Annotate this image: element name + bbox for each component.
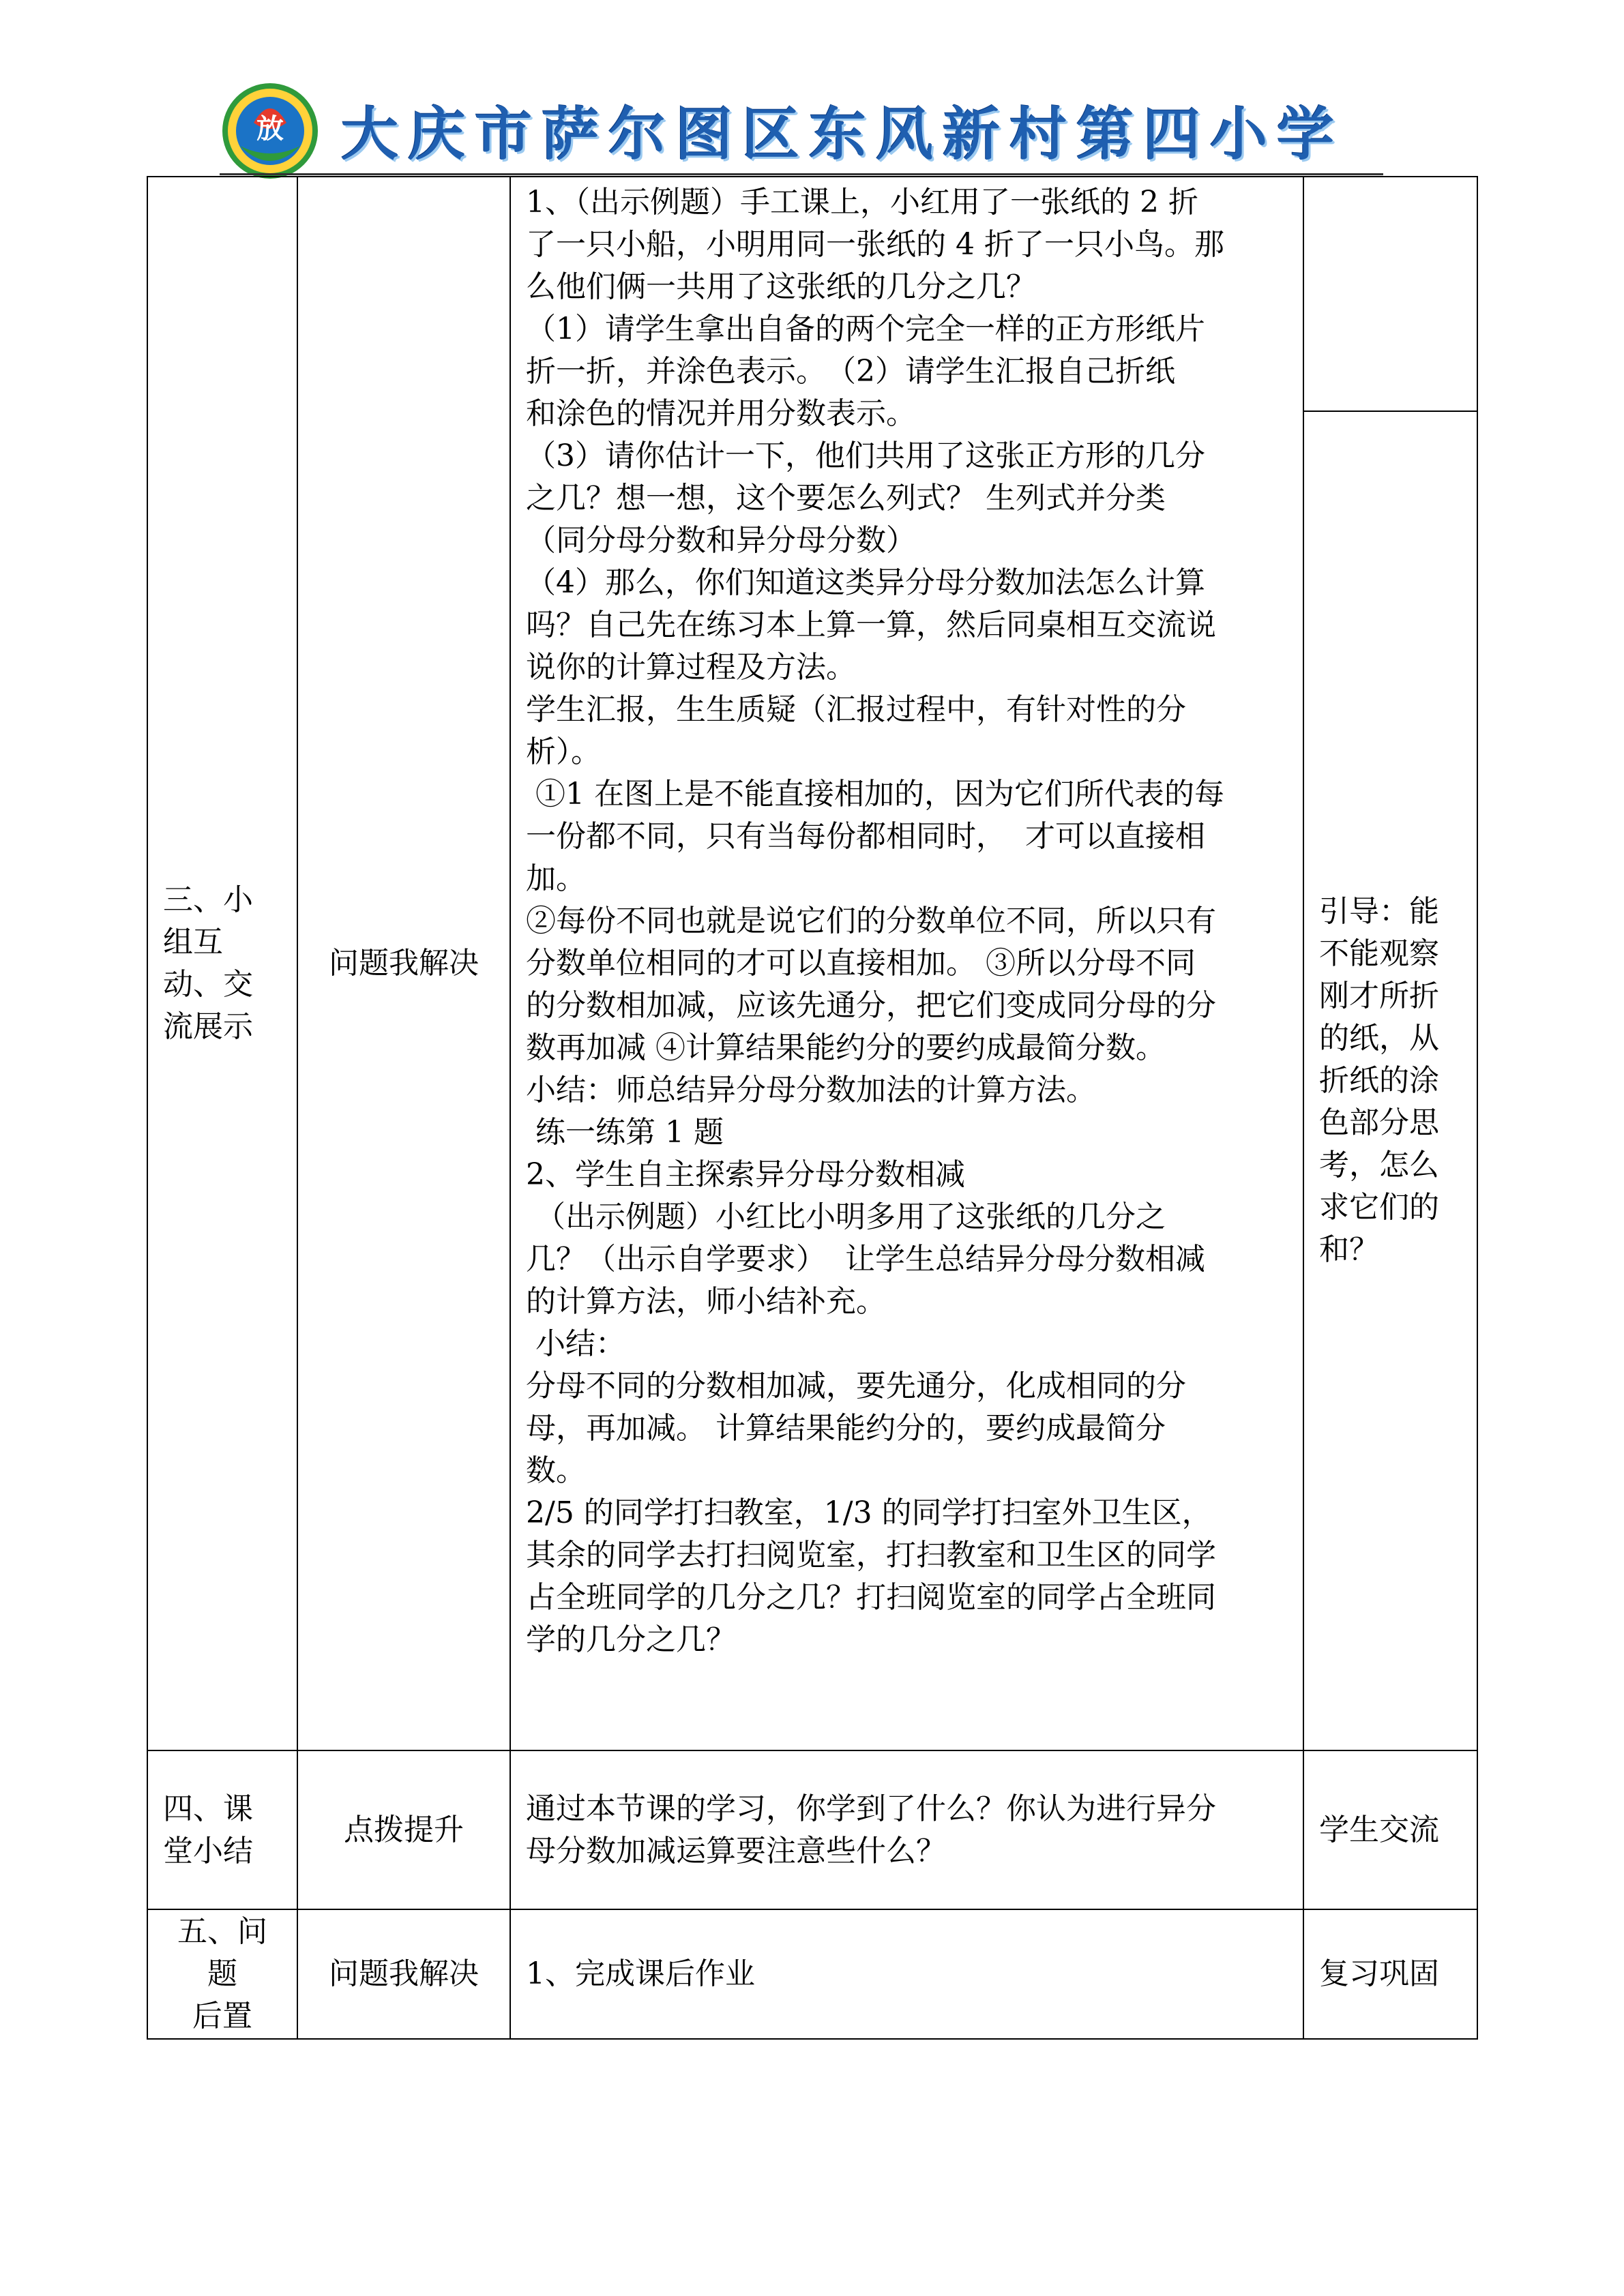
header-divider <box>220 173 1383 175</box>
text-line: 考，怎么 <box>1319 1148 1439 1182</box>
school-name: 大庆市萨尔图区东风新村第四小学 <box>341 101 1344 168</box>
text-line: 学生汇报，生生质疑（汇报过程中，有针对性的分 <box>526 692 1186 727</box>
text-line: （3）请你估计一下，他们共用了这张正方形的几分 <box>526 438 1205 473</box>
lesson-plan-table <box>147 176 1478 2040</box>
text-line: （1）请学生拿出自备的两个完全一样的正方形纸片 <box>526 312 1205 346</box>
text-line: 占全班同学的几分之几？打扫阅览室的同学占全班同 <box>526 1580 1216 1615</box>
method-cell-homework: 问题我解决 <box>297 1909 510 2039</box>
method-cell-interaction: 问题我解决 <box>297 177 510 1750</box>
text-line: 数。 <box>526 1453 586 1488</box>
stage-cell-interaction <box>147 177 297 1750</box>
text-line: 么他们俩一共用了这张纸的几分之几？ <box>526 269 1036 304</box>
stage-cell-homework <box>147 1909 297 2039</box>
text-line: 的分数相加减，应该先通分，把它们变成同分母的分 <box>526 988 1216 1023</box>
content-cell-summary <box>510 1750 1303 1909</box>
text-line: 母，再加减。 计算结果能约分的，要约成最简分 <box>526 1411 1166 1446</box>
stage-line: 五、问 <box>177 1914 267 1949</box>
text-line: 引导：能 <box>1319 894 1439 929</box>
text-line: 刚才所折 <box>1319 979 1439 1013</box>
text-line: 1、（出示例题）手工课上，小红用了一张纸的 2 折 <box>526 185 1198 220</box>
text-line: 和涂色的情况并用分数表示。 <box>526 396 916 431</box>
text-line: 不能观察 <box>1319 936 1439 971</box>
text-line: ②每份不同也就是说它们的分数单位不同，所以只有 <box>526 904 1216 938</box>
text-line: （4）那么，你们知道这类异分母分数加法怎么计算 <box>526 565 1205 600</box>
note-cell-interaction <box>1303 411 1477 1750</box>
text-line: （同分母分数和异分母分数） <box>526 523 916 558</box>
method-cell-summary: 点拨提升 <box>297 1750 510 1909</box>
text-line: 其余的同学去打扫阅览室，打扫教室和卫生区的同学 <box>526 1538 1216 1572</box>
stage-line: 动、交 <box>163 967 253 1002</box>
text-line: 折纸的涂 <box>1319 1063 1439 1098</box>
text-line: 分数单位相同的才可以直接相加。 ③所以分母不同 <box>526 946 1196 981</box>
text-line: 学的几分之几？ <box>526 1622 736 1657</box>
note-cell-homework: 复习巩固 <box>1303 1909 1477 2039</box>
text-line: 了一只小船，小明用同一张纸的 4 折了一只小鸟。那 <box>526 227 1224 262</box>
text-line: 小结： <box>526 1326 625 1361</box>
content-lines <box>526 181 1292 1661</box>
text-line: 之几？想一想，这个要怎么列式？ 生列式并分类 <box>526 481 1166 516</box>
text-line: 练一练第 1 题 <box>526 1115 724 1150</box>
stage-line: 后置 <box>192 1999 252 2033</box>
content-cell-homework: 1、完成课后作业 <box>510 1909 1303 2039</box>
text-line: 折一折，并涂色表示。 （2）请学生汇报自己折纸 <box>526 354 1175 389</box>
text-line: 加。 <box>526 861 586 896</box>
text-line: 说你的计算过程及方法。 <box>526 650 856 685</box>
text-line: 几？（出示自学要求） 让学生总结异分母分数相减 <box>526 1242 1205 1277</box>
text-line: 小结：师总结异分母分数加法的计算方法。 <box>526 1073 1096 1107</box>
text-line: 2/5 的同学打扫教室，1/3 的同学打扫室外卫生区， <box>526 1495 1212 1530</box>
text-line: 色部分思 <box>1319 1105 1439 1140</box>
content-cell-interaction <box>510 177 1303 1750</box>
text-line: 和？ <box>1319 1232 1379 1267</box>
school-logo-icon <box>220 80 321 181</box>
text-line: 一份都不同，只有当每份都相同时， 才可以直接相 <box>526 819 1205 854</box>
text-line: 析）。 <box>526 734 601 769</box>
text-line: 的纸，从 <box>1319 1021 1439 1056</box>
page-header <box>220 80 1393 183</box>
text-line: （出示例题）小红比小明多用了这张纸的几分之 <box>526 1199 1166 1234</box>
note-lines <box>1319 891 1467 1271</box>
text-line: ①1 在图上是不能直接相加的，因为它们所代表的每 <box>526 777 1224 811</box>
text-line: 分母不同的分数相加减，要先通分，化成相同的分 <box>526 1369 1186 1403</box>
text-line: 数再加减 ④计算结果能约分的要约成最简分数。 <box>526 1030 1166 1065</box>
text-line: 吗？自己先在练习本上算一算，然后同桌相互交流说 <box>526 608 1216 642</box>
table-row-interaction-top <box>147 177 1477 411</box>
stage-line: 堂小结 <box>163 1833 253 1868</box>
stage-cell-summary <box>147 1750 297 1909</box>
stage-line: 三、小 <box>163 882 253 917</box>
text-line: 求它们的 <box>1319 1190 1439 1225</box>
content-line: 通过本节课的学习，你学到了什么？你认为进行异分 <box>526 1791 1216 1826</box>
stage-line: 组互 <box>163 925 223 959</box>
note-cell-summary: 学生交流 <box>1303 1750 1477 1909</box>
content-line: 母分数加减运算要注意些什么？ <box>526 1833 946 1868</box>
table-row-summary <box>147 1750 1477 1909</box>
note-cell-empty <box>1303 177 1477 411</box>
stage-line: 四、课 <box>163 1791 253 1826</box>
table-row-homework <box>147 1909 1477 2039</box>
text-line: 2、学生自主探索异分母分数相减 <box>526 1157 965 1192</box>
stage-line: 题 <box>207 1956 237 1991</box>
text-line: 的计算方法，师小结补充。 <box>526 1284 886 1319</box>
stage-line: 流展示 <box>163 1009 253 1044</box>
logo-glyph: 放 <box>256 113 284 145</box>
